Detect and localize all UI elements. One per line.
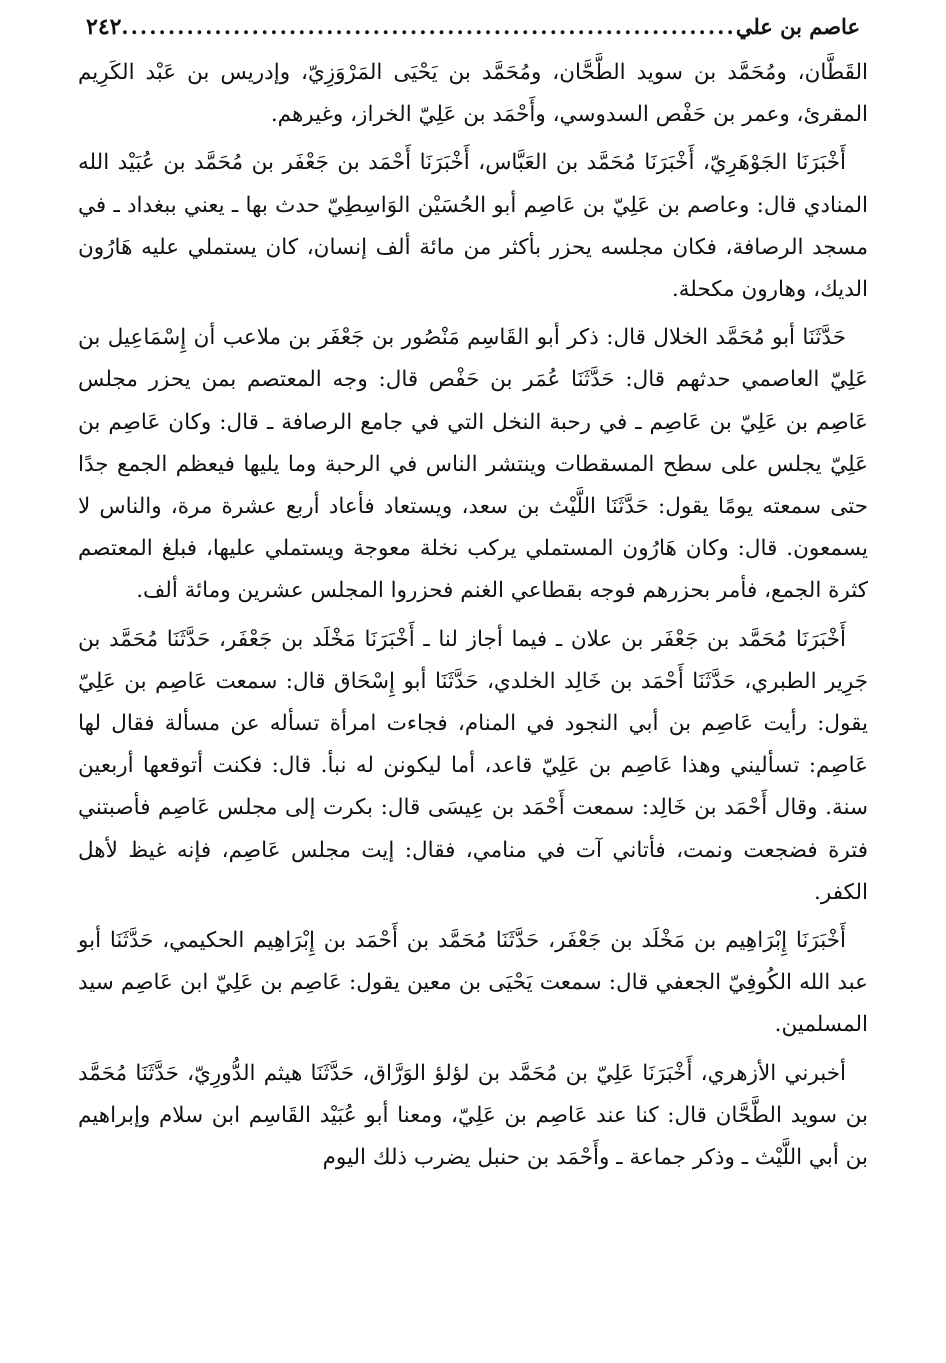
leader-dots (121, 14, 735, 39)
running-header (78, 14, 868, 52)
paragraph-4: أَخْبَرَنَا مُحَمَّد بن جَعْفَر بن علان ـ فيما أجاز لنا ـ أَخْبَرَنَا مَخْلَد بن جَعْفَر، حَدَّثَنَا مُحَمَّد بن جَرِير الطبري، حَدَّثَنَا أَحْمَد بن خَالِد الخلدي، حَدَّثَنَا أبو إِسْحَاق قال: سمعت عَاصِم بن عَلِيّ يقول: رأيت عَاصِم بن أبي النجود في المنام، فجاءت امرأة تسأله عن مسألة فقال لها عَاصِم: تسأليني وهذا عَاصِم بن عَلِيّ قاعد، أما ليكونن له نبأ. قال: فكنت أتوقعها أربعين سنة. وقال أَحْمَد بن خَالِد: سمعت أَحْمَد بن عِيسَى قال: بكرت إلى مجلس عَاصِم فأصبتني فترة فضجعت ونمت، فأتاني آت في منامي، فقال: إيت مجلس عَاصِم، فإنه غيظ لأهل الكفر. (78, 626, 868, 905)
paragraph-3: حَدَّثَنَا أبو مُحَمَّد الخلال قال: ذكر أبو القَاسِم مَنْصُور بن جَعْفَر بن ملاعب أن إِسْمَاعِيل بن عَلِيّ العاصمي حدثهم قال: حَدَّثَنَا عُمَر بن حَفْص قال: وجه المعتصم بمن يحزر مجلس عَاصِم بن عَلِيّ بن عَاصِم ـ في رحبة النخل التي في جامع الرصافة ـ قال: وكان عَاصِم بن عَلِيّ يجلس على سطح المسقطات وينتشر الناس في الرحبة وما يليها فيعظم الجمع جدًا حتى سمعته يومًا يقول: حَدَّثَنَا اللَّيْث بن سعد، ويستعاد فأعاد أربع عشرة مرة، والناس لا يسمعون. قال: وكان هَارُون المستملي يركب نخلة معوجة ويستملي عليها، فبلغ المعتصم كثرة الجمع، فأمر بحزرهم فوجه بقطاعي الغنم فحزروا المجلس عشرين ومائة ألف. (78, 325, 868, 604)
paragraph-5: أَخْبَرَنَا إِبْرَاهِيم بن مَخْلَد بن جَعْفَر، حَدَّثَنَا مُحَمَّد بن أَحْمَد بن إِبْرَاهِيم الحكيمي، حَدَّثَنَا أبو عبد الله الكُوفِيّ الجعفي قال: سمعت يَحْيَى بن معين يقول: عَاصِم بن عَلِيّ ابن عَاصِم سيد المسلمين. (78, 928, 868, 1038)
running-title: عاصم بن علي (735, 14, 860, 39)
paragraph-6: أخبرني الأزهري، أَخْبَرَنَا عَلِيّ بن مُحَمَّد بن لؤلؤ الوَرَّاق، حَدَّثَنَا هيثم الدُّورِيّ، حَدَّثَنَا مُحَمَّد بن سويد الطَّحَّان قال: كنا عند عَاصِم بن عَلِيّ، ومعنا أبو عُبَيْد القَاسِم ابن سلام وإبراهيم بن أبي اللَّيْث ـ وذكر جماعة ـ وأَحْمَد بن حنبل يضرب ذلك اليوم (78, 1060, 868, 1171)
paragraph-1: القَطَّان، ومُحَمَّد بن سويد الطَّحَّان، ومُحَمَّد بن يَحْيَى المَرْوَزِيّ، وإدريس بن عَبْد الكَرِيم المقرئ، وعمر بن حَفْص السدوسي، وأَحْمَد بن عَلِيّ الخراز، وغيرهم. (78, 60, 868, 128)
page-body (78, 52, 868, 1179)
page-number: ٢٤٢ (86, 14, 122, 40)
book-page (78, 14, 868, 1179)
paragraph-2: أَخْبَرَنَا الجَوْهَرِيّ، أَخْبَرَنَا مُحَمَّد بن العَبَّاس، أَخْبَرَنَا أَحْمَد بن جَعْفَر بن مُحَمَّد بن عُبَيْد الله المنادي قال: وعاصم بن عَلِيّ بن عَاصِم أبو الحُسَيْن الوَاسِطِيّ حدث بها ـ يعني ببغداد ـ في مسجد الرصافة، فكان مجلسه يحزر بأكثر من مائة ألف إنسان، كان يستملي عليه هَارُون الديك، وهارون مكحلة. (78, 150, 868, 303)
